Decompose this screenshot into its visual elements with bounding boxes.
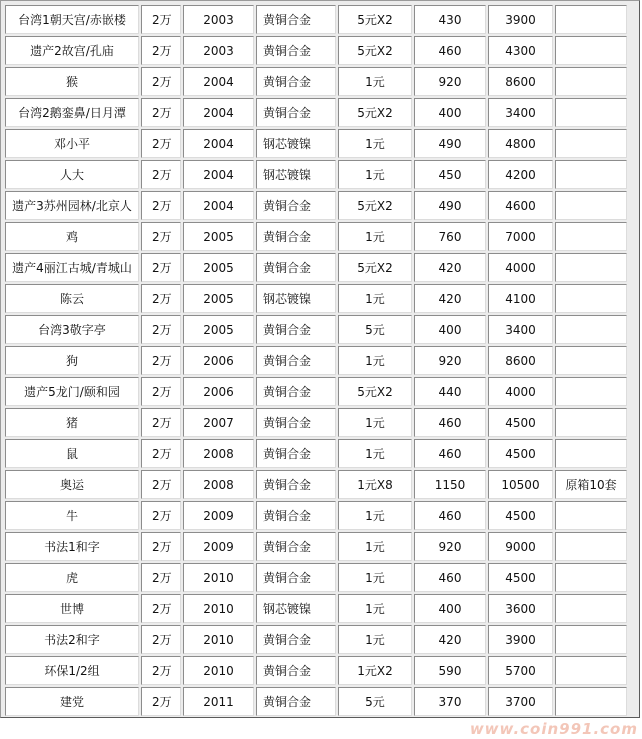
price-box-cell: 4500 bbox=[488, 501, 553, 530]
price-single-cell: 460 bbox=[414, 36, 486, 65]
table-row bbox=[5, 532, 627, 561]
year-cell: 2008 bbox=[183, 439, 254, 468]
year-cell: 2005 bbox=[183, 222, 254, 251]
material-cell: 黄铜合金 bbox=[256, 222, 336, 251]
price-box-cell: 4000 bbox=[488, 377, 553, 406]
price-box-cell: 3900 bbox=[488, 5, 553, 34]
price-box-cell: 3400 bbox=[488, 98, 553, 127]
price-box-cell: 8600 bbox=[488, 346, 553, 375]
price-box-cell: 4800 bbox=[488, 129, 553, 158]
note-cell bbox=[555, 408, 627, 437]
material-cell: 黄铜合金 bbox=[256, 408, 336, 437]
price-single-cell: 420 bbox=[414, 253, 486, 282]
note-cell bbox=[555, 501, 627, 530]
table-row bbox=[5, 470, 627, 499]
price-single-cell: 920 bbox=[414, 67, 486, 96]
denomination-cell: 5元X2 bbox=[338, 98, 412, 127]
denomination-cell: 1元 bbox=[338, 563, 412, 592]
price-single-cell: 400 bbox=[414, 98, 486, 127]
price-box-cell: 3900 bbox=[488, 625, 553, 654]
mintage-cell: 2万 bbox=[141, 625, 181, 654]
year-cell: 2007 bbox=[183, 408, 254, 437]
table-row bbox=[5, 346, 627, 375]
note-cell bbox=[555, 5, 627, 34]
material-cell: 黄铜合金 bbox=[256, 563, 336, 592]
mintage-cell: 2万 bbox=[141, 222, 181, 251]
price-single-cell: 490 bbox=[414, 129, 486, 158]
table-body bbox=[5, 5, 627, 716]
year-cell: 2004 bbox=[183, 129, 254, 158]
table-row bbox=[5, 67, 627, 96]
material-cell: 黄铜合金 bbox=[256, 377, 336, 406]
material-cell: 黄铜合金 bbox=[256, 532, 336, 561]
note-cell bbox=[555, 625, 627, 654]
price-box-cell: 4300 bbox=[488, 36, 553, 65]
table-row bbox=[5, 284, 627, 313]
price-box-cell: 5700 bbox=[488, 656, 553, 685]
price-box-cell: 4500 bbox=[488, 439, 553, 468]
material-cell: 黄铜合金 bbox=[256, 439, 336, 468]
table-row bbox=[5, 377, 627, 406]
material-cell: 黄铜合金 bbox=[256, 36, 336, 65]
table-row bbox=[5, 408, 627, 437]
price-single-cell: 420 bbox=[414, 625, 486, 654]
year-cell: 2009 bbox=[183, 532, 254, 561]
table-row bbox=[5, 625, 627, 654]
note-cell bbox=[555, 253, 627, 282]
table-row bbox=[5, 222, 627, 251]
price-single-cell: 400 bbox=[414, 315, 486, 344]
coin-name-cell: 建党 bbox=[5, 687, 139, 716]
price-box-cell: 4000 bbox=[488, 253, 553, 282]
mintage-cell: 2万 bbox=[141, 191, 181, 220]
price-box-cell: 7000 bbox=[488, 222, 553, 251]
material-cell: 黄铜合金 bbox=[256, 191, 336, 220]
material-cell: 黄铜合金 bbox=[256, 315, 336, 344]
note-cell bbox=[555, 439, 627, 468]
denomination-cell: 1元 bbox=[338, 222, 412, 251]
mintage-cell: 2万 bbox=[141, 377, 181, 406]
coin-name-cell: 猪 bbox=[5, 408, 139, 437]
table-row bbox=[5, 160, 627, 189]
coin-name-cell: 书法1和字 bbox=[5, 532, 139, 561]
note-cell bbox=[555, 36, 627, 65]
year-cell: 2010 bbox=[183, 563, 254, 592]
coin-name-cell: 邓小平 bbox=[5, 129, 139, 158]
denomination-cell: 1元X8 bbox=[338, 470, 412, 499]
note-cell bbox=[555, 284, 627, 313]
table-row bbox=[5, 253, 627, 282]
material-cell: 黄铜合金 bbox=[256, 470, 336, 499]
year-cell: 2011 bbox=[183, 687, 254, 716]
coin-name-cell: 虎 bbox=[5, 563, 139, 592]
denomination-cell: 1元 bbox=[338, 160, 412, 189]
coin-price-table bbox=[3, 3, 629, 718]
price-box-cell: 4500 bbox=[488, 408, 553, 437]
price-single-cell: 450 bbox=[414, 160, 486, 189]
table-row bbox=[5, 129, 627, 158]
table-row bbox=[5, 191, 627, 220]
mintage-cell: 2万 bbox=[141, 656, 181, 685]
mintage-cell: 2万 bbox=[141, 98, 181, 127]
mintage-cell: 2万 bbox=[141, 67, 181, 96]
material-cell: 黄铜合金 bbox=[256, 67, 336, 96]
coin-name-cell: 陈云 bbox=[5, 284, 139, 313]
price-box-cell: 10500 bbox=[488, 470, 553, 499]
table-row bbox=[5, 687, 627, 716]
coin-name-cell: 遗产4丽江古城/青城山 bbox=[5, 253, 139, 282]
year-cell: 2004 bbox=[183, 191, 254, 220]
price-single-cell: 370 bbox=[414, 687, 486, 716]
year-cell: 2004 bbox=[183, 98, 254, 127]
mintage-cell: 2万 bbox=[141, 687, 181, 716]
material-cell: 黄铜合金 bbox=[256, 5, 336, 34]
table-row bbox=[5, 98, 627, 127]
price-single-cell: 1150 bbox=[414, 470, 486, 499]
coin-name-cell: 世博 bbox=[5, 594, 139, 623]
price-box-cell: 4200 bbox=[488, 160, 553, 189]
mintage-cell: 2万 bbox=[141, 470, 181, 499]
material-cell: 黄铜合金 bbox=[256, 501, 336, 530]
note-cell bbox=[555, 532, 627, 561]
table-row bbox=[5, 5, 627, 34]
note-cell bbox=[555, 656, 627, 685]
price-single-cell: 400 bbox=[414, 594, 486, 623]
table-row bbox=[5, 315, 627, 344]
material-cell: 黄铜合金 bbox=[256, 687, 336, 716]
price-single-cell: 920 bbox=[414, 346, 486, 375]
price-single-cell: 420 bbox=[414, 284, 486, 313]
note-cell bbox=[555, 129, 627, 158]
mintage-cell: 2万 bbox=[141, 532, 181, 561]
price-box-cell: 3600 bbox=[488, 594, 553, 623]
denomination-cell: 5元X2 bbox=[338, 36, 412, 65]
table-row bbox=[5, 656, 627, 685]
table-row bbox=[5, 501, 627, 530]
note-cell: 原箱10套 bbox=[555, 470, 627, 499]
coin-name-cell: 台湾2鹅銮鼻/日月潭 bbox=[5, 98, 139, 127]
mintage-cell: 2万 bbox=[141, 594, 181, 623]
mintage-cell: 2万 bbox=[141, 563, 181, 592]
mintage-cell: 2万 bbox=[141, 284, 181, 313]
price-single-cell: 440 bbox=[414, 377, 486, 406]
denomination-cell: 1元 bbox=[338, 67, 412, 96]
coin-name-cell: 人大 bbox=[5, 160, 139, 189]
material-cell: 黄铜合金 bbox=[256, 253, 336, 282]
coin-name-cell: 奥运 bbox=[5, 470, 139, 499]
denomination-cell: 1元 bbox=[338, 408, 412, 437]
mintage-cell: 2万 bbox=[141, 501, 181, 530]
price-box-cell: 8600 bbox=[488, 67, 553, 96]
material-cell: 钢芯镀镍 bbox=[256, 284, 336, 313]
material-cell: 黄铜合金 bbox=[256, 98, 336, 127]
note-cell bbox=[555, 377, 627, 406]
coin-name-cell: 鼠 bbox=[5, 439, 139, 468]
denomination-cell: 5元X2 bbox=[338, 191, 412, 220]
denomination-cell: 1元 bbox=[338, 129, 412, 158]
price-single-cell: 460 bbox=[414, 408, 486, 437]
price-single-cell: 760 bbox=[414, 222, 486, 251]
year-cell: 2010 bbox=[183, 594, 254, 623]
year-cell: 2009 bbox=[183, 501, 254, 530]
denomination-cell: 1元 bbox=[338, 284, 412, 313]
note-cell bbox=[555, 594, 627, 623]
year-cell: 2006 bbox=[183, 346, 254, 375]
note-cell bbox=[555, 160, 627, 189]
note-cell bbox=[555, 687, 627, 716]
coin-name-cell: 鸡 bbox=[5, 222, 139, 251]
note-cell bbox=[555, 346, 627, 375]
year-cell: 2006 bbox=[183, 377, 254, 406]
year-cell: 2004 bbox=[183, 160, 254, 189]
denomination-cell: 1元 bbox=[338, 594, 412, 623]
denomination-cell: 1元X2 bbox=[338, 656, 412, 685]
mintage-cell: 2万 bbox=[141, 315, 181, 344]
year-cell: 2010 bbox=[183, 656, 254, 685]
year-cell: 2010 bbox=[183, 625, 254, 654]
mintage-cell: 2万 bbox=[141, 439, 181, 468]
material-cell: 黄铜合金 bbox=[256, 656, 336, 685]
coin-name-cell: 遗产5龙门/颐和园 bbox=[5, 377, 139, 406]
year-cell: 2005 bbox=[183, 284, 254, 313]
price-box-cell: 9000 bbox=[488, 532, 553, 561]
price-single-cell: 460 bbox=[414, 563, 486, 592]
table-row bbox=[5, 594, 627, 623]
denomination-cell: 1元 bbox=[338, 532, 412, 561]
price-single-cell: 920 bbox=[414, 532, 486, 561]
price-box-cell: 4500 bbox=[488, 563, 553, 592]
mintage-cell: 2万 bbox=[141, 160, 181, 189]
mintage-cell: 2万 bbox=[141, 253, 181, 282]
mintage-cell: 2万 bbox=[141, 5, 181, 34]
price-box-cell: 4600 bbox=[488, 191, 553, 220]
mintage-cell: 2万 bbox=[141, 346, 181, 375]
note-cell bbox=[555, 315, 627, 344]
price-box-cell: 3400 bbox=[488, 315, 553, 344]
year-cell: 2003 bbox=[183, 5, 254, 34]
material-cell: 黄铜合金 bbox=[256, 346, 336, 375]
denomination-cell: 1元 bbox=[338, 501, 412, 530]
denomination-cell: 5元X2 bbox=[338, 377, 412, 406]
material-cell: 钢芯镀镍 bbox=[256, 160, 336, 189]
price-single-cell: 590 bbox=[414, 656, 486, 685]
coin-name-cell: 猴 bbox=[5, 67, 139, 96]
note-cell bbox=[555, 67, 627, 96]
table-row bbox=[5, 439, 627, 468]
year-cell: 2003 bbox=[183, 36, 254, 65]
denomination-cell: 1元 bbox=[338, 346, 412, 375]
denomination-cell: 5元X2 bbox=[338, 253, 412, 282]
year-cell: 2005 bbox=[183, 253, 254, 282]
price-single-cell: 460 bbox=[414, 439, 486, 468]
coin-name-cell: 台湾3敬字亭 bbox=[5, 315, 139, 344]
denomination-cell: 5元X2 bbox=[338, 5, 412, 34]
coin-name-cell: 环保1/2组 bbox=[5, 656, 139, 685]
material-cell: 钢芯镀镍 bbox=[256, 129, 336, 158]
site-watermark: www.coin991.com bbox=[469, 720, 638, 738]
price-box-cell: 4100 bbox=[488, 284, 553, 313]
coin-name-cell: 遗产2故宫/孔庙 bbox=[5, 36, 139, 65]
price-single-cell: 460 bbox=[414, 501, 486, 530]
note-cell bbox=[555, 563, 627, 592]
coin-name-cell: 狗 bbox=[5, 346, 139, 375]
coin-name-cell: 台湾1朝天宫/赤嵌楼 bbox=[5, 5, 139, 34]
year-cell: 2008 bbox=[183, 470, 254, 499]
table-row bbox=[5, 36, 627, 65]
table-row bbox=[5, 563, 627, 592]
note-cell bbox=[555, 191, 627, 220]
denomination-cell: 5元 bbox=[338, 687, 412, 716]
year-cell: 2005 bbox=[183, 315, 254, 344]
coin-name-cell: 遗产3苏州园林/北京人 bbox=[5, 191, 139, 220]
note-cell bbox=[555, 222, 627, 251]
year-cell: 2004 bbox=[183, 67, 254, 96]
price-single-cell: 490 bbox=[414, 191, 486, 220]
mintage-cell: 2万 bbox=[141, 129, 181, 158]
material-cell: 钢芯镀镍 bbox=[256, 594, 336, 623]
mintage-cell: 2万 bbox=[141, 408, 181, 437]
coin-name-cell: 书法2和字 bbox=[5, 625, 139, 654]
price-single-cell: 430 bbox=[414, 5, 486, 34]
note-cell bbox=[555, 98, 627, 127]
coin-name-cell: 牛 bbox=[5, 501, 139, 530]
denomination-cell: 5元 bbox=[338, 315, 412, 344]
material-cell: 黄铜合金 bbox=[256, 625, 336, 654]
mintage-cell: 2万 bbox=[141, 36, 181, 65]
denomination-cell: 1元 bbox=[338, 625, 412, 654]
price-box-cell: 3700 bbox=[488, 687, 553, 716]
denomination-cell: 1元 bbox=[338, 439, 412, 468]
